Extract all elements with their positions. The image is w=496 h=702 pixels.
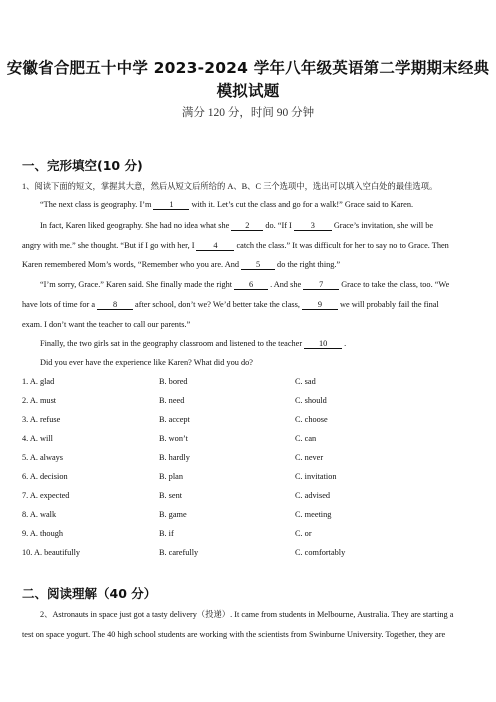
option-9c[interactable]: C. or — [295, 529, 312, 538]
option-6b[interactable]: B. plan — [159, 472, 183, 481]
blank-5[interactable]: 5 — [241, 260, 275, 270]
section-heading-reading: 二、阅读理解（40 分） — [22, 586, 157, 601]
passage-line: Did you ever have the experience like Karen? What did you do? — [40, 358, 253, 367]
passage-line: test on space yogurt. The 40 high school students are working with the scientists from Swinburne University. Together, they are — [22, 630, 446, 639]
option-1a[interactable]: 1. A. glad — [22, 377, 55, 386]
option-7c[interactable]: C. advised — [295, 491, 331, 500]
passage-line: “The next class is geography. I’m 1 with it. Let’s cut the class and go for a walk!” Grace said to Karen. — [40, 200, 414, 209]
option-3b[interactable]: B. accept — [159, 415, 190, 424]
blank-8[interactable]: 8 — [97, 300, 133, 310]
option-2a[interactable]: 2. A. must — [22, 396, 57, 405]
blank-10[interactable]: 10 — [304, 339, 342, 349]
blank-3[interactable]: 3 — [294, 221, 332, 231]
option-6a[interactable]: 6. A. decision — [22, 472, 68, 481]
option-2c[interactable]: C. should — [295, 396, 327, 405]
option-3c[interactable]: C. choose — [295, 415, 328, 424]
passage-line: 2、Astronauts in space just got a tasty delivery（投递）. It came from students in Melbourne, Australia. They are starting a — [40, 610, 454, 619]
option-5a[interactable]: 5. A. always — [22, 453, 64, 462]
blank-4[interactable]: 4 — [196, 241, 234, 251]
document-title-line2: 模拟试题 — [216, 82, 280, 100]
option-8b[interactable]: B. game — [159, 510, 187, 519]
option-5c[interactable]: C. never — [295, 453, 324, 462]
option-8c[interactable]: C. meeting — [295, 510, 332, 519]
option-5b[interactable]: B. hardly — [159, 453, 190, 462]
blank-7[interactable]: 7 — [303, 280, 339, 290]
blank-2[interactable]: 2 — [231, 221, 263, 231]
option-10c[interactable]: C. comfortably — [295, 548, 346, 557]
option-10a[interactable]: 10. A. beautifully — [22, 548, 81, 557]
option-2b[interactable]: B. need — [159, 396, 185, 405]
blank-6[interactable]: 6 — [234, 280, 268, 290]
blank-9[interactable]: 9 — [302, 300, 338, 310]
option-10b[interactable]: B. carefully — [159, 548, 199, 557]
option-7a[interactable]: 7. A. expected — [22, 491, 70, 500]
option-6c[interactable]: C. invitation — [295, 472, 337, 481]
blank-1[interactable]: 1 — [153, 200, 189, 210]
option-9a[interactable]: 9. A. though — [22, 529, 64, 538]
passage-line: angry with me.” she thought. “But if I go with her, I 4 catch the class.” It was difficult for her to say no to Grace. Then — [22, 241, 449, 250]
passage-line: Finally, the two girls sat in the geography classroom and listened to the teacher 10 . — [40, 339, 347, 348]
option-4c[interactable]: C. can — [295, 434, 317, 443]
document-title: 安徽省合肥五十中学 2023-2024 学年八年级英语第二学期期末经典 — [6, 59, 490, 77]
option-4b[interactable]: B. won’t — [159, 434, 188, 443]
passage-line: have lots of time for a 8 after school, don’t we? We’d better take the class, 9 we will probably fail the final — [22, 300, 439, 309]
exam-info: 满分 120 分，时间 90 分钟 — [181, 107, 315, 119]
section-heading-cloze: 一、完形填空(10 分) — [22, 158, 143, 173]
passage-line: exam. I don’t want the teacher to call our parents.” — [22, 320, 191, 329]
option-9b[interactable]: B. if — [159, 529, 174, 538]
option-8a[interactable]: 8. A. walk — [22, 510, 57, 519]
passage-line: “I’m sorry, Grace.” Karen said. She finally made the right 6 . And she 7 Grace to take the class, too. “We — [40, 280, 450, 289]
option-1c[interactable]: C. sad — [295, 377, 316, 386]
option-4a[interactable]: 4. A. will — [22, 434, 53, 443]
option-1b[interactable]: B. bored — [159, 377, 188, 386]
passage-line: Karen remembered Mom’s words, “Remember who you are. And 5 do the right thing.” — [22, 260, 341, 269]
option-3a[interactable]: 3. A. refuse — [22, 415, 61, 424]
option-7b[interactable]: B. sent — [159, 491, 183, 500]
question-instruction: 1、阅读下面的短文，掌握其大意，然后从短文后所给的 A、B、C 三个选项中，选出可以填入空白处的最佳选项。 — [22, 182, 438, 191]
passage-line: In fact, Karen liked geography. She had no idea what she 2 do. “If I 3 Grace’s invitation, she will be — [40, 221, 434, 230]
